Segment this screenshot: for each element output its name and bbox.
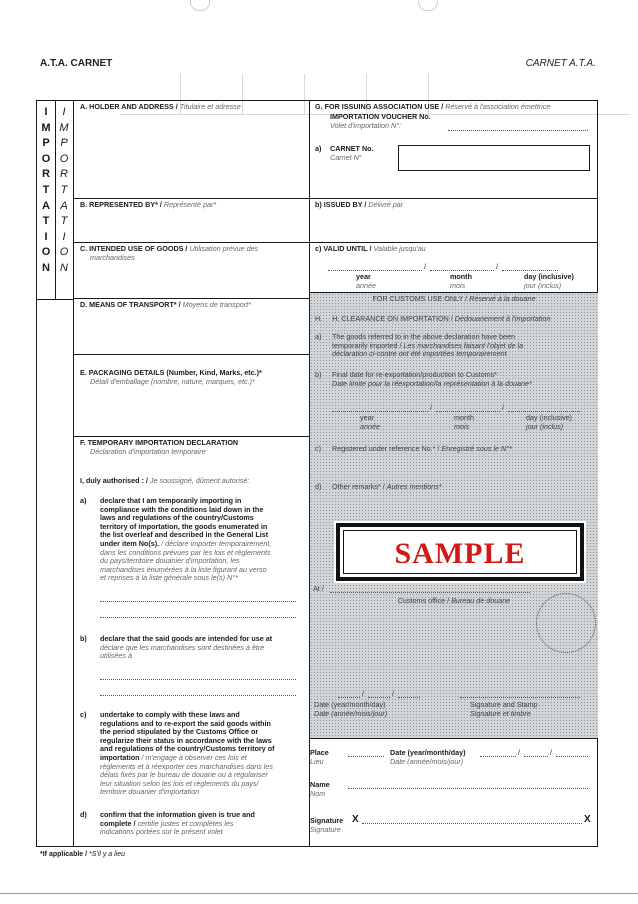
signature-label: Signature [310,816,344,825]
signature-end-mark: X [584,814,591,825]
customs-at-field[interactable] [330,592,530,593]
customs-date-month-field[interactable] [368,697,390,698]
sample-watermark: SAMPLE [336,523,584,581]
declaration-title: F. TEMPORARY IMPORTATION DECLARATION [80,438,239,447]
date-month-field[interactable] [524,756,548,757]
name-field[interactable] [348,788,588,789]
reexport-month-field[interactable] [436,411,500,412]
customs-date-year-field[interactable] [338,697,360,698]
valid-until-day-field[interactable] [502,270,558,271]
importation-voucher-form [36,100,598,847]
issued-by-label: b) ISSUED BY / [315,200,367,209]
right-column: G. FOR ISSUING ASSOCIATION USE / Réservé à l'association émettrice IMPORTATION VOUCHER No. Volet d'importation N°: a) CARNET No. Carnet N° b) ISSUED BY / Délivré par c) VALID UNTIL / Valable jusqu'au / / year année month mois day (inclusive) jour (inclus) FOR CUSTOMS USE ONLY / Réservé à la douane H. H. CLEARANCE ON IMPORTATION / Dédouanement à l'importation a) The goods referred to in the above declaration have been temporarily imported / Les marchandises faisant l'objet de la déclaration ci-contre ont été importées temporairement b) Final date for re-exportation/production to Customs* Date limite pour la réexportation/la représentation à la douane* / / year année month mois day (inclusive) jour (inclus) c) Registered under reference No.* / Enregistré sous le N°* d) Other remarks* / Autres mentions* SAMPLE At / Customs office / Bureau de douane / / Date (year/month/day) Date (année/mois/jour) Signature and Stamp Signature et timbre Place Lieu Date (year/month/day) Date (année/mois/jour) / / Name Nom Signature Signature X X [309,101,597,846]
represented-by-label: B. REPRESENTED BY* / [80,200,162,209]
intended-use-label: C. INTENDED USE OF GOODS / [80,244,188,253]
customs-stamp-area [536,593,596,653]
packaging-details-label: E. PACKAGING DETAILS (Number, Kind, Marks, etc.)* [80,368,262,377]
declaration-c-text: undertake to comply with these laws and regulations and to re-export the said goods within the period stipulated by the Customs Office or regularize their status in accordance with the laws and regulations of the country/Customs territory of importation / m'engage à observer ces lois et règlements et à réexporter ces marchandises dans les délais fixés par le bureau de douane ou à régulariser leur situation selon les lois et règlements du pays/ territoire douanier d'importation [100,710,275,797]
side-letters-bold-column [37,101,56,299]
reexport-day-field[interactable] [508,411,580,412]
item-numbers-line[interactable] [100,601,296,602]
customs-signature-field[interactable] [460,697,580,698]
name-label: Name [310,780,330,789]
declaration-a-text: declare that I am temporarily importing in compliance with the conditions laid down in the laws and regulations of the country/Customs territory of importation, the goods enumerated in the list overleaf and described in the General List under item No(s). / déclare importer temporairement, dans les conditions prévues par les lois et règlements du pays/territoire douanier d'importation, les marchandises énumérées à la liste figurant au verso et reprises à la liste générale sous le(s) N°* [100,496,272,583]
signature-start-mark: X [352,814,359,825]
valid-until-month-field[interactable] [430,270,494,271]
issuing-association-label: G. FOR ISSUING ASSOCIATION USE / [315,102,444,111]
voucher-number-field[interactable] [448,130,588,131]
date-day-field[interactable] [556,756,588,757]
side-letters-italic-column [55,101,74,299]
issued-by-box[interactable]: b) ISSUED BY / Délivré par [310,199,598,243]
valid-until-label: c) VALID UNTIL / [315,244,372,253]
side-letters-italic: I M P O R T A T I O N [59,106,69,274]
punch-hole [418,0,438,11]
page-edge [0,893,638,894]
place-field[interactable] [348,756,384,757]
customs-use-area: FOR CUSTOMS USE ONLY / Réservé à la douane H. H. CLEARANCE ON IMPORTATION / Dédouanement à l'importation a) The goods referred to in the above declaration have been temporarily imported / Les marchandises faisant l'objet de la déclaration ci-contre ont été importées temporairement b) Final date for re-exportation/production to Customs* Date limite pour la réexportation/la représentation à la douane* / / year année month mois day (inclusive) jour (inclus) c) Registered under reference No.* / Enregistré sous le N°* d) Other remarks* / Autres mentions* SAMPLE At / Customs office / Bureau de douane / / Date (year/month/day) Date (année/mois/jour) Signature and Stamp Signature et timbre [310,293,598,739]
use-location-line[interactable] [100,679,296,680]
punch-hole [190,0,210,11]
valid-until-box: c) VALID UNTIL / Valable jusqu'au / / year année month mois day (inclusive) jour (inclus) [310,243,598,293]
date-year-field[interactable] [480,756,516,757]
customs-use-label: FOR CUSTOMS USE ONLY / [372,294,468,303]
carnet-title-en: A.T.A. CARNET [40,58,113,69]
means-of-transport-label: D. MEANS OF TRANSPORT* / [80,300,181,309]
carnet-number-field[interactable] [398,145,590,171]
use-location-line-2[interactable] [100,695,296,696]
declaration-b-text: declare that the said goods are intended for use at déclare que les marchandises sont destinées à être utilisées à [100,634,273,661]
temporary-importation-declaration: F. TEMPORARY IMPORTATION DECLARATION Déclaration d'importation temporaire I, duly authorised : / Je soussigné, dûment autorisé: a) declare that I am temporarily importing in compliance with the conditions laid down in the laws and regulations of the country/Customs territory of importation, the goods enumerated in the list overleaf and described in the General List under item No(s). / déclare importer temporairement, dans les conditions prévues par les lois et règlements du pays/territoire douanier d'importation, les marchandises énumérées à la liste figurant au verso et reprises à la liste générale sous le(s) N°* b) declare that the said goods are intended for use at déclare que les marchandises sont destinées à être utilisées à c) undertake to comply with these laws and regulations and to re-export the said goods within the period stipulated by the Customs Office or regularize their status in accordance with the laws and regulations of the country/Customs territory of importation / m'engage à observer ces lois et règlements et à réexporter ces marchandises dans les délais fixés par le bureau de douane ou à régulariser leur situation selon les lois et règlements du pays/ territoire douanier d'importation d) confirm that the information given is true and complete / certifie justes et complètes les indications portées sur le présent volet [74,437,309,846]
holder-address-label: A. HOLDER AND ADDRESS / [80,102,178,111]
reexport-year-field[interactable] [332,411,428,412]
issuing-association-box: G. FOR ISSUING ASSOCIATION USE / Réservé à l'association émettrice IMPORTATION VOUCHER No. Volet d'importation N°: a) CARNET No. Carnet N° [310,101,598,199]
carnet-title-fr: CARNET A.T.A. [525,58,596,69]
represented-by-box[interactable]: B. REPRESENTED BY* / Représenté par* [74,199,309,243]
packaging-details-box[interactable]: E. PACKAGING DETAILS (Number, Kind, Marks, etc.)* Détail d'emballage (nombre, nature, marques, etc.)* [74,355,309,437]
date-label: Date (year/month/day) [390,748,466,757]
declaration-d-text: confirm that the information given is true and complete / certifie justes et complètes les indications portées sur le présent volet [100,810,255,837]
means-of-transport-box[interactable]: D. MEANS OF TRANSPORT* / Moyens de transport* [74,299,309,355]
customs-date-day-field[interactable] [398,697,420,698]
place-label: Place [310,748,329,757]
holder-address-box[interactable]: A. HOLDER AND ADDRESS / Titulaire et adresse [74,101,309,199]
footnote: *If applicable / *S'il y a lieu [40,851,125,858]
signature-field[interactable] [362,823,582,824]
side-letters-bold: I M P O R T A T I O N [41,106,51,274]
valid-until-year-field[interactable] [328,270,422,271]
intended-use-box[interactable]: C. INTENDED USE OF GOODS / Utilisation prévue des marchandises [74,243,309,299]
item-numbers-line-2[interactable] [100,617,296,618]
